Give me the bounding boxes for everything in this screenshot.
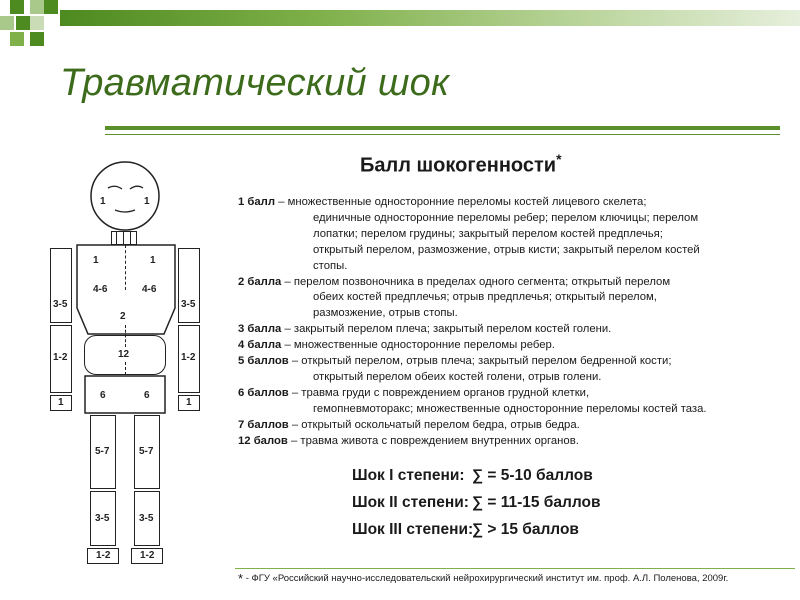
score-text: – открытый оскольчатый перелом бедра, отрыв бедра. <box>291 418 580 431</box>
score-text-cont: открытый перелом, размозжение, отрыв кисти; закрытый перелом костей <box>313 243 700 256</box>
score-list <box>238 195 798 450</box>
section-subtitle <box>360 151 562 178</box>
score-text: – множественные односторонние переломы ребер. <box>284 339 555 352</box>
footnote-rule <box>235 568 795 569</box>
upper-arm-right <box>178 248 200 323</box>
grade-value: ∑ = 5-10 баллов <box>472 467 593 484</box>
spine-line-upper <box>125 245 126 290</box>
shock-grades <box>352 467 601 548</box>
forearm-left-score: 1-2 <box>53 352 68 363</box>
grade-row <box>352 521 601 548</box>
upper-arm-left-score: 3-5 <box>53 299 68 310</box>
chest-right-upper-score: 1 <box>150 255 156 266</box>
head-left-score: 1 <box>100 196 106 207</box>
score-text: – открытый перелом, отрыв плеча; закрытый перелом бедренной кости; <box>291 355 672 368</box>
grade-value: ∑ = 11-15 баллов <box>472 494 601 511</box>
foot-right-score: 1-2 <box>140 550 155 561</box>
score-label: 7 баллов <box>238 418 289 431</box>
footnote-marker: * <box>238 571 244 586</box>
score-entry <box>238 338 798 354</box>
score-text-cont: стопы. <box>313 259 348 272</box>
score-text: – закрытый перелом плеча; закрытый перелом костей голени. <box>284 323 612 336</box>
score-label: 6 баллов <box>238 386 289 399</box>
chest-shape <box>76 244 176 336</box>
chest-left-upper-score: 1 <box>93 255 99 266</box>
head-right-score: 1 <box>144 196 150 207</box>
thigh-right-score: 5-7 <box>139 446 154 457</box>
footnote-text: - ФГУ «Российский научно-исследовательский нейрохирургический институт им. проф. А.Л. Поленова, 2009г. <box>243 573 729 584</box>
score-text-cont: размозжение, отрыв стопы. <box>313 307 458 320</box>
grade-value: ∑ > 15 баллов <box>472 521 579 538</box>
score-text: – перелом позвоночника в пределах одного сегмента; открытый перелом <box>284 275 671 288</box>
hand-right-score: 1 <box>186 397 192 408</box>
chest-right-mid-score: 4-6 <box>142 284 157 295</box>
score-entry <box>238 354 798 370</box>
foot-left-score: 1-2 <box>96 550 111 561</box>
score-entry <box>238 418 798 434</box>
score-label: 1 балл <box>238 196 276 208</box>
score-entry <box>238 322 798 338</box>
score-entry <box>238 434 798 450</box>
score-label: 3 балла <box>238 323 282 336</box>
score-text: – множественные односторонние переломы костей лицевого скелета; <box>278 196 647 208</box>
forearm-right-score: 1-2 <box>181 352 196 363</box>
score-label: 5 баллов <box>238 355 289 368</box>
score-entry <box>238 275 798 291</box>
subtitle-marker: * <box>556 151 562 167</box>
score-text: – травма груди с повреждением органов грудной клетки, <box>291 386 590 399</box>
shin-left-score: 3-5 <box>95 513 110 524</box>
spine-score: 2 <box>120 311 126 322</box>
pelvis-right-score: 6 <box>144 390 150 401</box>
abdomen-score: 12 <box>118 349 130 360</box>
score-text-cont: гемопневмоторакс; множественные односторонние переломы костей таза. <box>313 402 707 415</box>
neck <box>111 231 137 245</box>
grade-label: Шок II степени: <box>352 494 469 511</box>
score-text: – травма живота с повреждением внутренних органов. <box>290 434 579 447</box>
page-title: Травматический шок <box>60 62 450 104</box>
score-label: 2 балла <box>238 275 282 288</box>
score-text-cont: открытый перелом обеих костей голени, отрыв голени. <box>313 370 602 383</box>
upper-arm-left <box>50 248 72 323</box>
pelvis-left-score: 6 <box>100 390 106 401</box>
spine-line-mid <box>125 325 126 347</box>
footnote <box>238 571 728 586</box>
score-text-cont: обеих костей предплечья; отрыв предплечья; открытый перелом, <box>313 291 657 304</box>
score-text-cont: единичные односторонние переломы ребер; перелом ключицы; перелом <box>313 211 699 224</box>
upper-arm-right-score: 3-5 <box>181 299 196 310</box>
grade-label: Шок III степени: <box>352 521 474 538</box>
head-shape <box>85 158 165 238</box>
score-label: 4 балла <box>238 339 282 352</box>
chest-left-mid-score: 4-6 <box>93 284 108 295</box>
score-entry <box>238 195 798 211</box>
score-label: 12 балов <box>238 434 288 447</box>
grade-row <box>352 494 601 521</box>
body-figure <box>0 0 230 600</box>
thigh-left-score: 5-7 <box>95 446 110 457</box>
grade-label: Шок I степени: <box>352 467 465 484</box>
subtitle-text: Балл шокогенности <box>360 154 557 177</box>
hand-left-score: 1 <box>58 397 64 408</box>
grade-row <box>352 467 601 494</box>
pelvis-shape <box>84 375 166 415</box>
score-entry <box>238 386 798 402</box>
shin-right-score: 3-5 <box>139 513 154 524</box>
score-text-cont: лопатки; перелом грудины; закрытый перелом костей предплечья; <box>313 227 663 240</box>
